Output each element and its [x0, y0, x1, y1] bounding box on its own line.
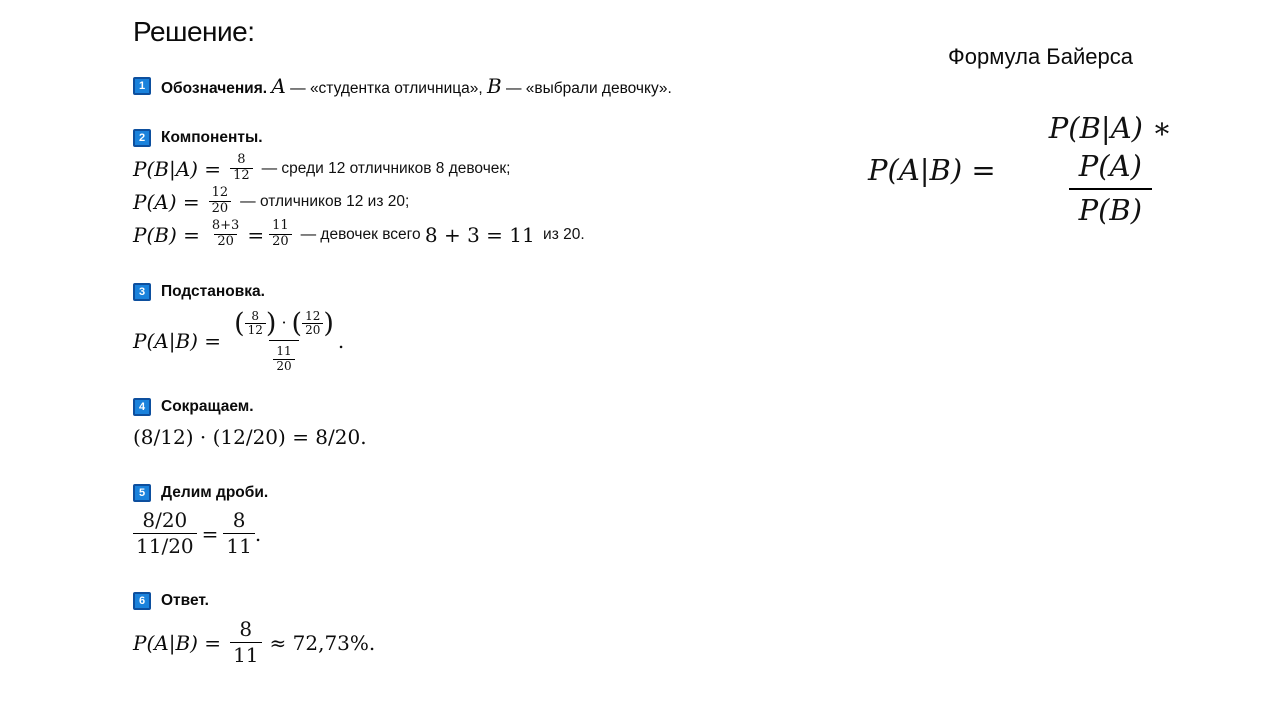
line-comment: — отличников 12 из 20;	[240, 192, 410, 210]
step-2-line-1	[133, 152, 773, 185]
step-4-formula	[133, 425, 773, 449]
fraction-numerator: 11	[272, 218, 289, 234]
step-1-label: Обозначения.	[161, 80, 268, 97]
step-3	[133, 283, 773, 373]
fraction-numerator: 8	[251, 309, 260, 323]
fraction-denominator: 20	[273, 359, 294, 373]
step-5-badge: 5	[133, 484, 151, 502]
step-6	[133, 592, 773, 668]
fraction-numerator: P(B|A) ∗ P(A)	[1048, 111, 1172, 183]
fraction-numerator: 11	[276, 344, 292, 359]
step-6-label: Ответ.	[161, 592, 209, 609]
step-2-header	[133, 129, 773, 147]
period: .	[337, 329, 345, 354]
step-5-label: Делим дроби.	[161, 484, 269, 501]
fraction	[273, 345, 294, 372]
step-4-label: Сокращаем.	[161, 398, 254, 415]
fraction-denominator: P(B)	[1069, 188, 1152, 230]
math-inline: (8/12) · (12/20) = 8/20.	[133, 425, 367, 449]
step-5-formula	[133, 508, 773, 559]
step-6-header	[133, 592, 773, 610]
equals-sign: =	[247, 222, 265, 247]
step-1-header	[133, 74, 773, 98]
step-6-badge: 6	[133, 592, 151, 610]
step-4-badge: 4	[133, 398, 151, 416]
fraction-denominator: 20	[209, 201, 232, 217]
result-value: ≈ 72,73%.	[269, 630, 376, 655]
fraction-denominator: 12	[245, 323, 266, 337]
fraction-numerator: 8	[239, 617, 253, 641]
fraction	[230, 617, 261, 668]
big-fraction-denominator	[269, 340, 298, 372]
bayes-formula	[868, 110, 1213, 230]
step-1-badge: 1	[133, 77, 151, 95]
fraction-denominator: 11/20	[133, 533, 197, 559]
math-var-b: B	[486, 74, 502, 98]
fraction	[245, 310, 266, 337]
fraction-denominator: 12	[230, 168, 253, 184]
formula-lhs: P(A|B) =	[868, 153, 996, 188]
step-3-formula	[133, 307, 773, 373]
step-3-label: Подстановка.	[161, 283, 265, 300]
period: .	[254, 521, 262, 546]
multiply-dot: ·	[281, 313, 287, 333]
formula-lhs: P(B) =	[133, 222, 200, 247]
fraction-denominator: 20	[302, 323, 323, 337]
fraction-numerator: 12	[211, 185, 229, 201]
fraction-denominator: 20	[269, 234, 292, 250]
fraction	[133, 508, 197, 559]
big-fraction-numerator	[230, 307, 338, 340]
fraction-denominator: 20	[214, 234, 237, 250]
step-4	[133, 398, 773, 449]
fraction-denominator: 11	[223, 533, 254, 559]
step-5	[133, 484, 773, 559]
fraction	[1008, 110, 1213, 230]
formula-lhs: P(B|A) =	[133, 156, 222, 181]
close-paren: )	[265, 307, 277, 339]
step-2	[133, 129, 773, 251]
step-1-text	[161, 74, 672, 98]
step-5-header	[133, 484, 773, 502]
fraction	[230, 153, 253, 184]
step-3-badge: 3	[133, 283, 151, 301]
open-paren: (	[291, 307, 303, 339]
equals-sign: =	[201, 521, 219, 546]
fraction-numerator: 8/20	[142, 508, 188, 532]
step-1-text-a: — «студентка отличница»,	[285, 80, 487, 97]
formula-lhs: P(A|B) =	[133, 630, 222, 655]
fraction	[269, 219, 292, 250]
step-2-line-2	[133, 185, 773, 218]
fraction-numerator: 8+3	[211, 218, 240, 234]
fraction-denominator: 11	[230, 642, 261, 668]
fraction	[302, 310, 323, 337]
step-2-badge: 2	[133, 129, 151, 147]
fraction-numerator: 8	[237, 152, 246, 168]
step-2-label: Компоненты.	[161, 129, 263, 146]
page-title: Решение:	[133, 16, 255, 47]
fraction-numerator: 12	[305, 309, 321, 323]
fraction	[209, 219, 242, 250]
bayes-formula-title: Формула Байерса	[948, 44, 1133, 69]
bayes-formula-panel	[868, 44, 1213, 230]
line-comment: — среди 12 отличников 8 девочек;	[261, 159, 511, 177]
fraction	[223, 508, 254, 559]
line-comment: — девочек всего	[300, 225, 425, 243]
close-paren: )	[323, 307, 334, 339]
big-fraction	[230, 307, 338, 373]
line-comment-tail: из 20.	[538, 225, 585, 243]
math-var-a: A	[271, 74, 286, 98]
step-1	[133, 74, 773, 98]
fraction	[209, 186, 232, 217]
open-paren: (	[234, 307, 245, 339]
formula-lhs: P(A|B) =	[133, 329, 222, 354]
formula-lhs: P(A) =	[133, 189, 200, 214]
step-3-header	[133, 283, 773, 301]
fraction-numerator: 8	[232, 508, 246, 532]
math-inline: 8 + 3 = 11	[424, 222, 535, 247]
step-6-formula	[133, 617, 773, 668]
step-4-header	[133, 398, 773, 416]
step-1-text-b: — «выбрали девочку».	[501, 80, 672, 97]
step-2-line-3	[133, 218, 773, 251]
